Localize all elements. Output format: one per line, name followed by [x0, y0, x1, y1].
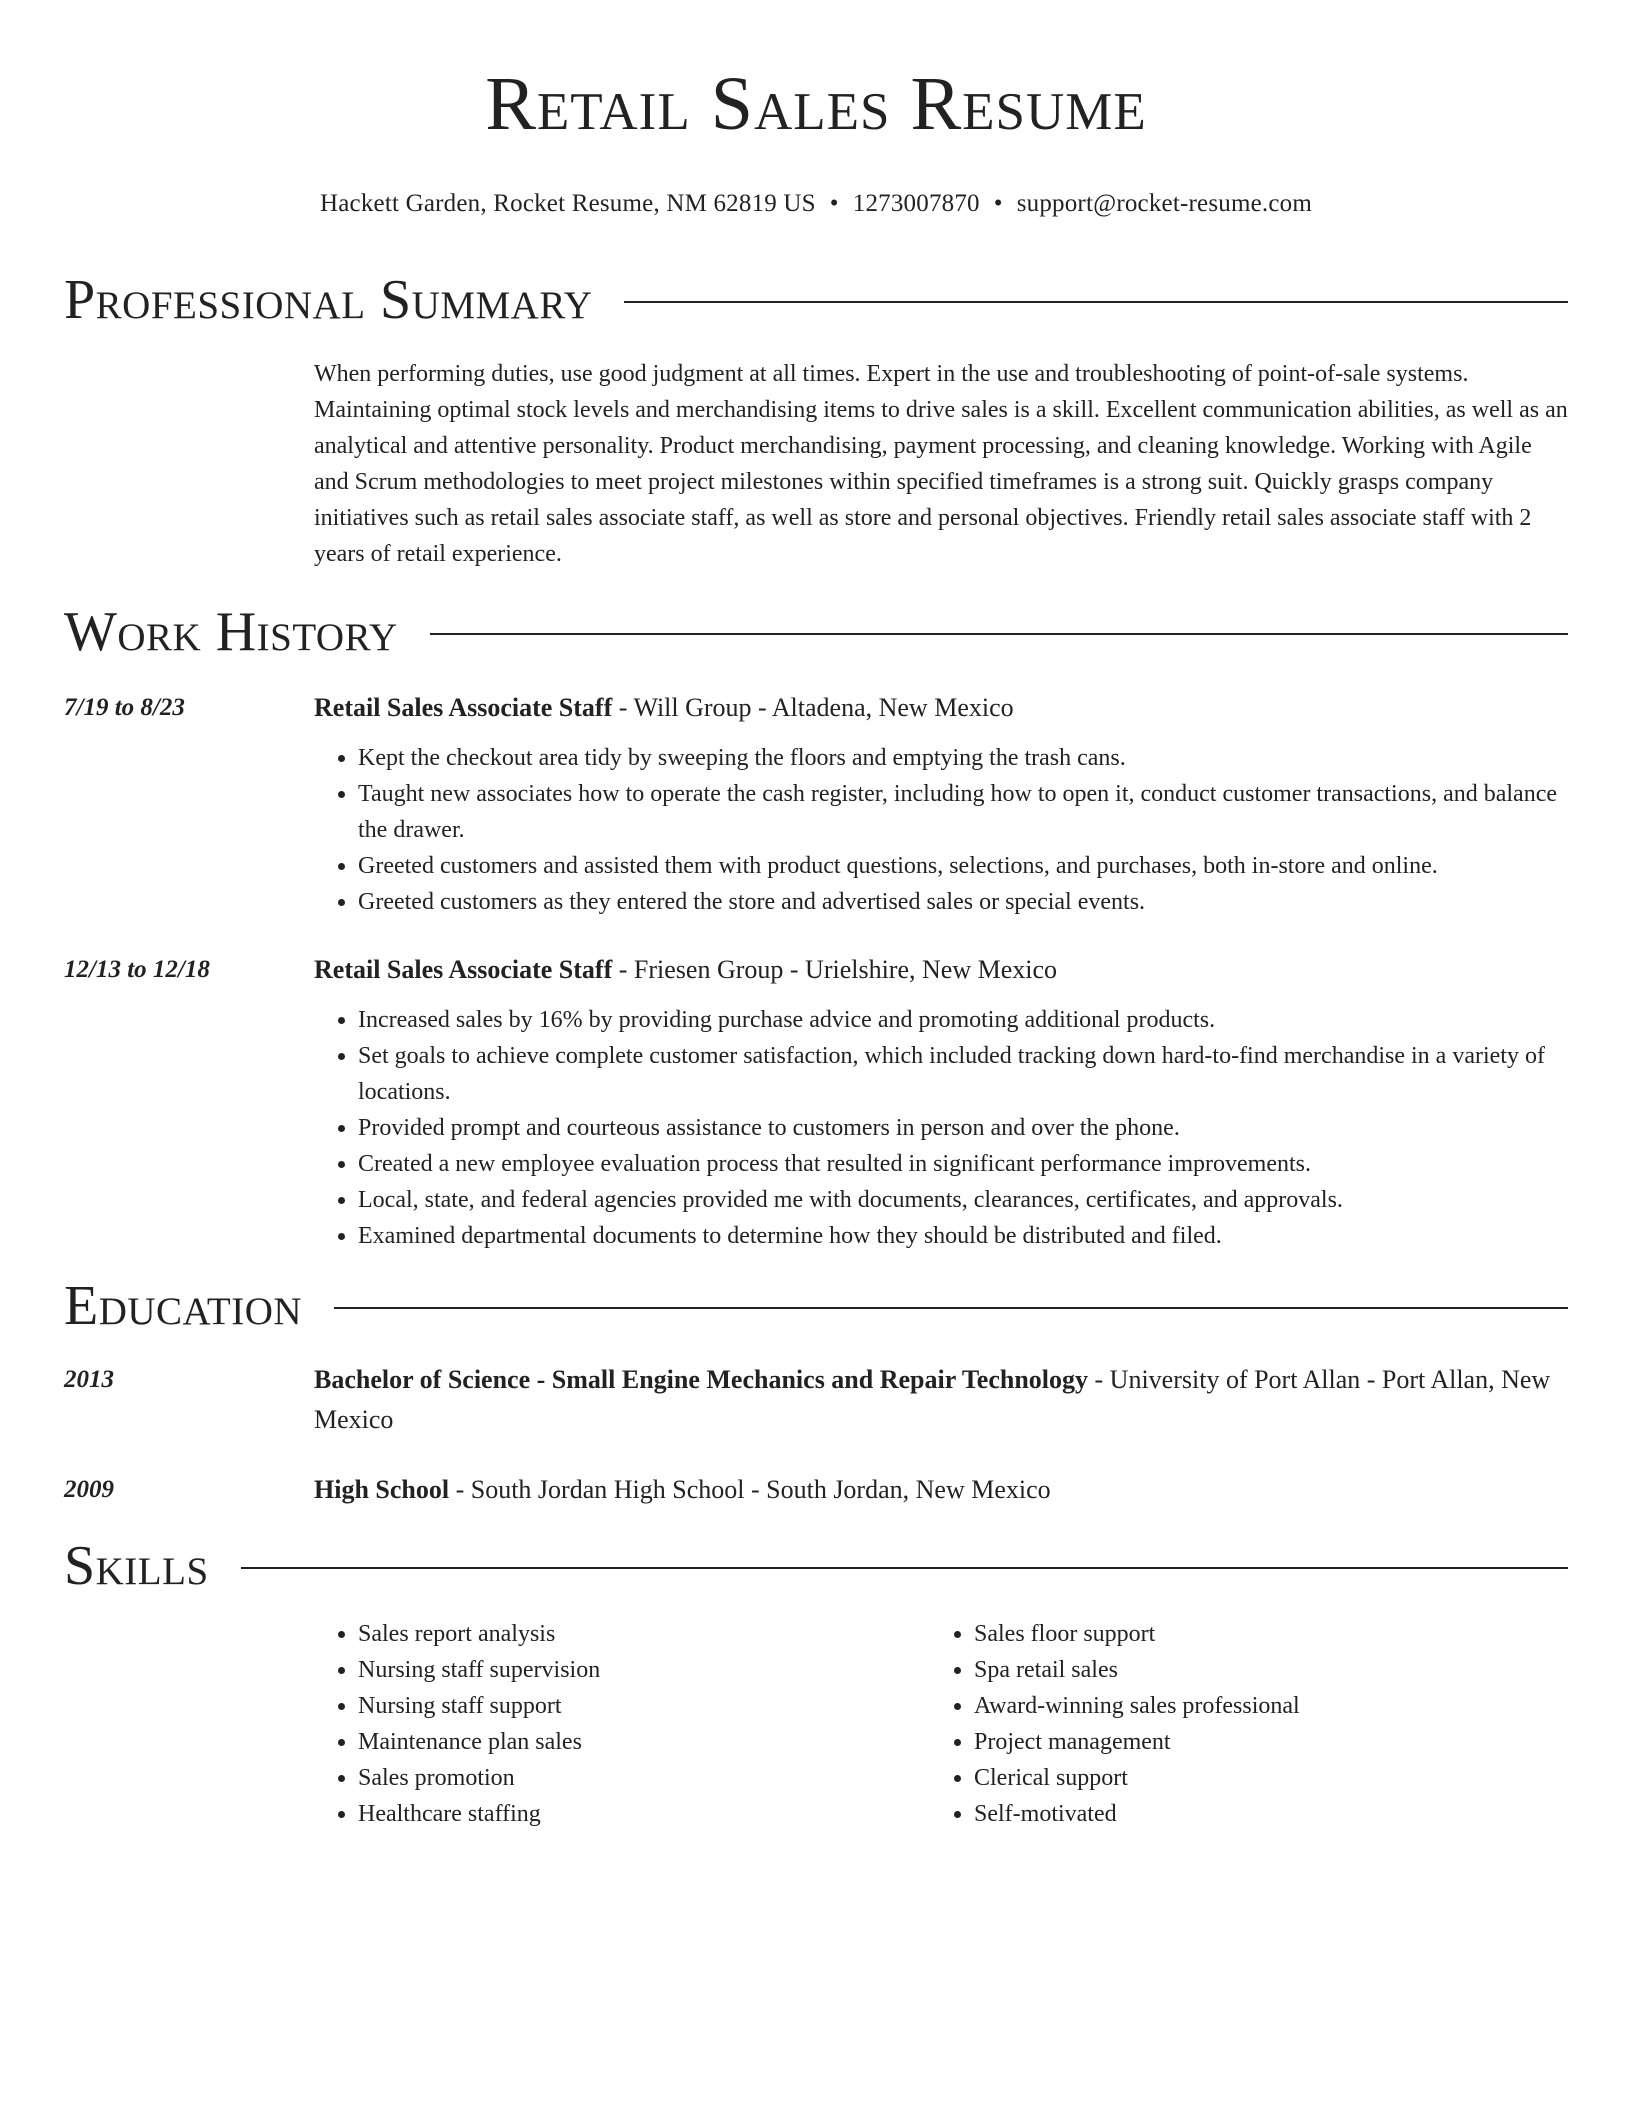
- skills-heading: Skills: [64, 1535, 209, 1597]
- education-school: - South Jordan High School - South Jordan, New Mexico: [449, 1475, 1051, 1504]
- education-degree: Bachelor of Science - Small Engine Mechanics and Repair Technology: [314, 1365, 1089, 1394]
- list-item: • Taught new associates how to operate the cash register, including how to open it, conduct customer transactions, and balance the drawer.: [358, 776, 1568, 848]
- section-divider: [241, 1567, 1568, 1569]
- summary-left-spacer: [64, 356, 314, 572]
- job-heading: [314, 688, 1568, 728]
- job-duties-list: [314, 1002, 1568, 1254]
- skill-item: • Award-winning sales professional: [974, 1688, 1546, 1724]
- contact-line: [64, 188, 1568, 220]
- contact-separator: •: [829, 190, 839, 217]
- job-body: [314, 688, 1568, 920]
- job-entry: [64, 950, 1568, 1254]
- summary-text: When performing duties, use good judgment at all times. Expert in the use and troubleshooting of point-of-sale systems. Maintaining optimal stock levels and merchandising items to drive sales is a skill. Excellent communication abilities, as well as an analytical and attentive personality. Product merchandising, payment processing, and cleaning knowledge. Working with Agile and Scrum methodologies to meet project milestones within specified timeframes is a strong suit. Quickly grasps company initiatives such as retail sales associate staff, as well as store and personal objectives. Friendly retail sales associate staff with 2 years of retail experience.: [314, 361, 1568, 567]
- education-school: - University of Port Allan - Port Allan, New Mexico: [314, 1365, 1551, 1434]
- education-year: 2013: [64, 1366, 114, 1393]
- work-section-header: [64, 598, 1568, 666]
- contact-phone: 1273007870: [852, 190, 980, 217]
- job-title: Retail Sales Associate Staff: [314, 955, 613, 984]
- list-item: • Greeted customers and assisted them with product questions, selections, and purchases, both in-store and online.: [358, 848, 1568, 884]
- skills-list-right: [930, 1616, 1546, 1832]
- job-dates: 7/19 to 8/23: [64, 694, 185, 721]
- skill-item: • Self-motivated: [974, 1796, 1546, 1832]
- skills-section-header: [64, 1532, 1568, 1600]
- job-company-location: - Will Group - Altadena, New Mexico: [612, 693, 1014, 722]
- summary-heading: Professional Summary: [64, 269, 593, 331]
- education-entry: [64, 1360, 1568, 1440]
- list-item: • Set goals to achieve complete customer satisfaction, which included tracking down hard-to-find merchandise in a variety of locations.: [358, 1038, 1568, 1110]
- list-item: • Created a new employee evaluation process that resulted in significant performance improvements.: [358, 1146, 1568, 1182]
- skill-item: • Clerical support: [974, 1760, 1546, 1796]
- skill-item: • Healthcare staffing: [358, 1796, 930, 1832]
- skills-list-left: [314, 1616, 930, 1832]
- section-divider: [334, 1307, 1568, 1309]
- skill-item: • Nursing staff supervision: [358, 1652, 930, 1688]
- skills-columns: [314, 1616, 1546, 1832]
- education-details: [314, 1360, 1568, 1440]
- education-section-header: [64, 1272, 1568, 1340]
- job-heading: [314, 950, 1568, 990]
- list-item: • Increased sales by 16% by providing purchase advice and promoting additional products.: [358, 1002, 1568, 1038]
- job-body: [314, 950, 1568, 1254]
- work-heading: Work History: [64, 601, 398, 663]
- education-degree: High School: [314, 1475, 450, 1504]
- contact-separator: •: [993, 190, 1003, 217]
- contact-address: Hackett Garden, Rocket Resume, NM 62819 US: [319, 190, 816, 217]
- list-item: • Local, state, and federal agencies provided me with documents, clearances, certificates, and approvals.: [358, 1182, 1568, 1218]
- job-title: Retail Sales Associate Staff: [314, 693, 613, 722]
- skill-item: • Sales report analysis: [358, 1616, 930, 1652]
- skill-item: • Project management: [974, 1724, 1546, 1760]
- list-item: • Provided prompt and courteous assistance to customers in person and over the phone.: [358, 1110, 1568, 1146]
- education-entry: [64, 1470, 1568, 1510]
- skill-item: • Sales floor support: [974, 1616, 1546, 1652]
- section-divider: [624, 301, 1568, 303]
- skills-row: [64, 1600, 1568, 1832]
- list-item: • Examined departmental documents to determine how they should be distributed and filed.: [358, 1218, 1568, 1254]
- section-divider: [430, 633, 1568, 635]
- summary-row: [64, 356, 1568, 572]
- skills-left-spacer: [64, 1600, 314, 1832]
- education-heading: Education: [64, 1275, 303, 1337]
- resume-name: Retail Sales Resume: [485, 62, 1147, 146]
- skill-item: • Maintenance plan sales: [358, 1724, 930, 1760]
- skill-item: • Spa retail sales: [974, 1652, 1546, 1688]
- job-company-location: - Friesen Group - Urielshire, New Mexico: [612, 955, 1058, 984]
- summary-section-header: [64, 266, 1568, 334]
- education-details: [314, 1470, 1568, 1510]
- summary-body: [314, 356, 1568, 572]
- contact-email: support@rocket-resume.com: [1016, 190, 1312, 217]
- list-item: • Kept the checkout area tidy by sweeping the floors and emptying the trash cans.: [358, 740, 1568, 776]
- list-item: • Greeted customers as they entered the store and advertised sales or special events.: [358, 884, 1568, 920]
- education-year: 2009: [64, 1476, 114, 1503]
- skill-item: • Nursing staff support: [358, 1688, 930, 1724]
- job-duties-list: [314, 740, 1568, 920]
- job-entry: [64, 688, 1568, 920]
- skill-item: • Sales promotion: [358, 1760, 930, 1796]
- job-dates: 12/13 to 12/18: [64, 956, 210, 983]
